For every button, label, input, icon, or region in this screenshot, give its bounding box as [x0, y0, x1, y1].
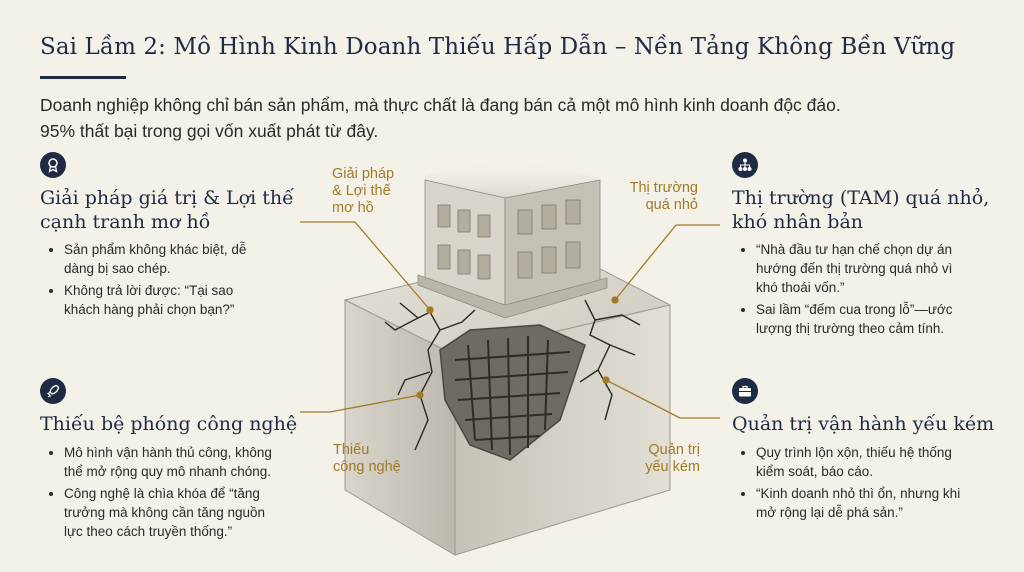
- section-title-value-proposition: [40, 186, 294, 234]
- bullet-line: trưởng mà không cần tăng nguồn: [64, 505, 266, 520]
- callout-operations: [600, 442, 700, 476]
- bullet-line: khó thoái vốn.”: [756, 280, 845, 295]
- bullet-list-tech-platform: [48, 443, 272, 544]
- bullet-line: khách hàng phải chọn bạn?”: [64, 302, 235, 317]
- list-item: [64, 484, 272, 541]
- award-ribbon-icon: [40, 152, 66, 178]
- section-title-tech-platform: [40, 412, 297, 436]
- bullet-line: kiểm soát, báo cáo.: [756, 464, 874, 479]
- building: [418, 158, 607, 318]
- callout-line: & Lợi thế: [332, 183, 391, 199]
- title-underline: [40, 76, 126, 79]
- page-subtitle: [40, 92, 990, 144]
- callout-market-size: [598, 180, 698, 214]
- bullet-line: • Không trả lời được: “Tại sao: [64, 283, 234, 298]
- callout-line: công nghệ: [333, 459, 401, 475]
- section-title-line: Giải pháp giá trị & Lợi thế: [40, 187, 294, 209]
- bullet-line: lực theo cách truyền thống.”: [64, 524, 233, 539]
- bullet-list-market-size: [740, 240, 952, 341]
- list-item: [756, 300, 952, 338]
- callout-line: Thiếu: [333, 442, 370, 458]
- briefcase-icon: [732, 378, 758, 404]
- callout-line: mơ hồ: [332, 200, 374, 216]
- bullet-list-operations: [740, 443, 960, 525]
- list-item: [756, 443, 960, 481]
- callout-line: Thị trường: [629, 180, 698, 196]
- section-title-line: Thiếu bệ phóng công nghệ: [40, 413, 298, 435]
- bullet-line: lượng thị trường theo cảm tính.: [756, 321, 945, 336]
- section-title-operations: [732, 412, 994, 436]
- section-title-line: khó nhân bản: [732, 211, 864, 233]
- page-title: Sai Lầm 2: Mô Hình Kinh Doanh Thiếu Hấp Dẫn – Nền Tảng Không Bền Vững: [40, 34, 956, 60]
- section-title-line: Quản trị vận hành yếu kém: [732, 413, 995, 435]
- rocket-icon: [40, 378, 66, 404]
- list-item: [756, 484, 960, 522]
- bullet-line: thể mở rộng quy mô nhanh chóng.: [64, 464, 271, 479]
- bullet-list-value-proposition: [48, 240, 246, 322]
- list-item: [64, 240, 246, 278]
- section-title-line: Thị trường (TAM) quá nhỏ,: [732, 187, 990, 209]
- callout-line: Quản trị: [648, 442, 700, 458]
- section-title-line: cạnh tranh mơ hồ: [40, 211, 211, 233]
- bullet-line: • “Nhà đầu tư hạn chế chọn dự án: [756, 242, 952, 257]
- bullet-line: mở rộng lại dễ phá sản.”: [756, 505, 903, 520]
- list-item: [64, 281, 246, 319]
- callout-value-proposition: [332, 166, 394, 217]
- bullet-line: • Mô hình vận hành thủ công, không: [64, 445, 272, 460]
- callout-line: quá nhỏ: [645, 197, 698, 213]
- network-nodes-icon: [732, 152, 758, 178]
- bullet-line: hướng đến thị trường quá nhỏ vì: [756, 261, 953, 276]
- bullet-line: dàng bị sao chép.: [64, 261, 171, 276]
- section-title-market-size: [732, 186, 989, 234]
- bullet-line: • Quy trình lộn xộn, thiếu hệ thống: [756, 445, 952, 460]
- bullet-line: • “Kinh doanh nhỏ thì ổn, nhưng khi: [756, 486, 961, 501]
- list-item: [756, 240, 952, 297]
- subtitle-line: Doanh nghiệp không chỉ bán sản phẩm, mà thực chất là đang bán cả một mô hình kinh doanh độc đáo.: [40, 95, 841, 115]
- callout-technology: [333, 442, 401, 476]
- bullet-line: • Sai lầm “đếm cua trong lỗ”—ước: [756, 302, 953, 317]
- bullet-line: • Công nghệ là chìa khóa để “tăng: [64, 486, 260, 501]
- callout-line: yếu kém: [645, 459, 700, 475]
- subtitle-line: 95% thất bại trong gọi vốn xuất phát từ đây.: [40, 121, 379, 141]
- callout-line: Giải pháp: [332, 166, 395, 182]
- bullet-line: • Sản phẩm không khác biệt, dễ: [64, 242, 247, 257]
- list-item: [64, 443, 272, 481]
